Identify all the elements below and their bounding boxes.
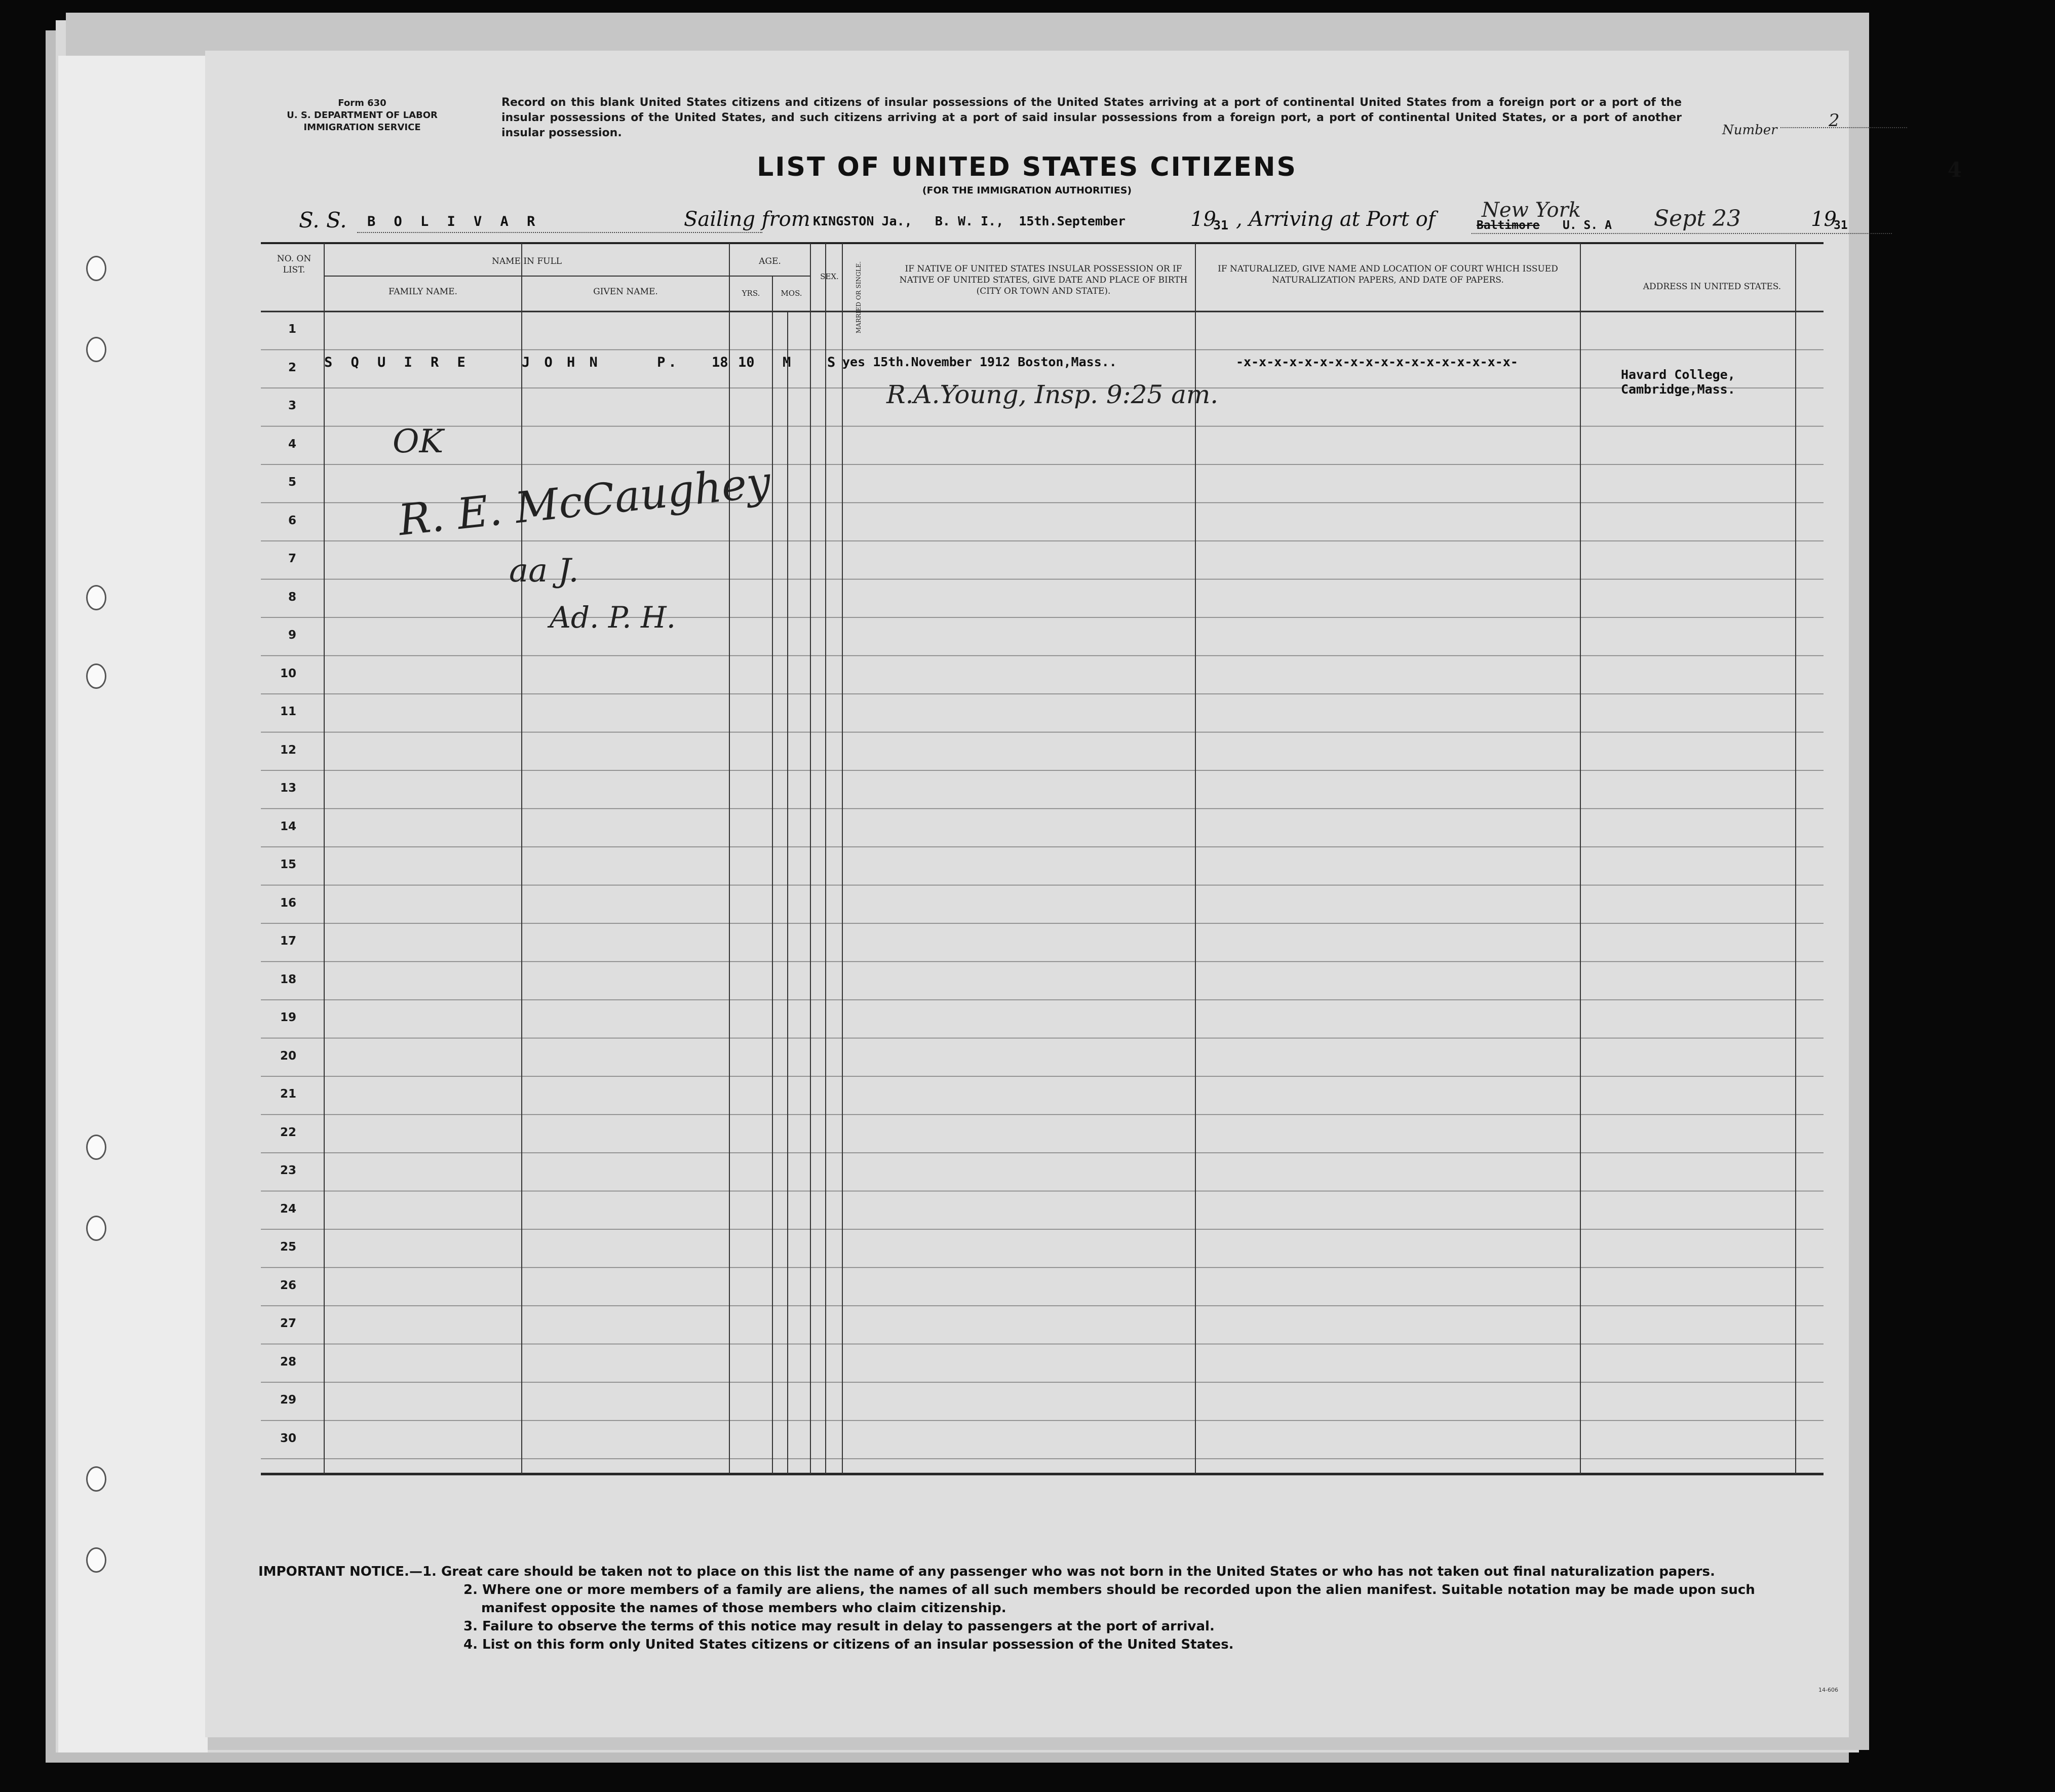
punch-hole [86,1216,106,1241]
notice-item-2b: manifest opposite the names of those members who claim citizenship. [481,1601,1006,1616]
handwritten-signature: R. E. McCaughey [396,456,773,546]
service: IMMIGRATION SERVICE [303,122,421,133]
col-name-in-full: NAME IN FULL [491,256,562,266]
punch-hole [86,585,106,610]
inspector-annotation: R.A.Young, Insp. 9:25 am. [886,380,1219,409]
number-label: Number [1722,123,1777,138]
col-family-name: FAMILY NAME. [389,287,457,297]
col-naturalized: IF NATURALIZED, GIVE NAME AND LOCATION OF COURT WHICH ISSUED NATURALIZATION PAPERS, AND DATE OF PAPERS. [1218,264,1558,285]
row-number: 24 [280,1202,296,1216]
row-number: 2 [288,361,296,374]
number-value: 2 [1829,110,1840,131]
page-subtitle: (FOR THE IMMIGRATION AUTHORITIES) [922,185,1132,196]
notice-heading: IMPORTANT NOTICE. [258,1564,409,1579]
row-number: 15 [280,858,296,871]
row-number: 30 [280,1431,296,1445]
row-number: 8 [288,590,296,604]
row-number: 13 [280,782,296,795]
notice-item-1: —1. Great care should be taken not to place on this list the name of any passenger who was not born in the United States or who has not taken out final naturalization papers. [409,1564,1715,1579]
passenger-address: Havard College, Cambridge,Mass. [1621,367,1735,397]
port-suffix: U. S. A [1563,219,1612,232]
arrival-date-handwritten: Sept 23 [1654,206,1741,231]
instructions-text: Record on this blank United States citizens and citizens of insular possessions of the United States arriving at a port of continental United States from a foreign port or a port of the insular possessions of the United States, and such citizens arriving at a port of said insular possessions from a foreign port, a port of continental United States, or a port of another insular possession. [501,96,1682,139]
row-number: 10 [280,667,296,680]
punch-hole [86,256,106,281]
print-code: 14-606 [1818,1687,1838,1693]
row-number: 26 [280,1278,296,1292]
punch-hole [86,664,106,689]
row-number: 29 [280,1393,296,1407]
passenger-family-name: S Q U I R E [324,355,471,370]
row-number: 22 [280,1125,296,1139]
passenger-age-mos: 10 [738,355,755,370]
col-address: ADDRESS IN UNITED STATES. [1643,282,1781,292]
ss-label: S. S. [299,208,347,232]
notice-line-1 [258,1563,1818,1581]
row-number: 7 [288,552,296,565]
row-number: 16 [280,896,296,910]
binding-strip [58,56,208,1752]
col-mos: MOS. [781,289,802,298]
sheet-number: 4 [1948,158,1962,182]
row-number: 18 [280,972,296,986]
row-number: 4 [288,437,296,451]
row-number: 5 [288,476,296,489]
col-married-single: MARRIED OR SINGLE. [855,261,862,334]
col-age: AGE. [759,256,781,266]
passenger-sex: M [783,355,791,370]
row-number: 17 [280,934,296,948]
arrival-year-prefix: 19 [1811,208,1837,231]
row-number: 3 [288,399,296,412]
form-number: Form 630 [338,98,386,108]
manifest-page [205,51,1962,1737]
port-struck: Baltimore [1477,219,1540,232]
passenger-marital: S [827,355,836,370]
passenger-naturalized: -x-x-x-x-x-x-x-x-x-x-x-x-x-x-x-x-x-x- [1236,355,1518,369]
row-number: 12 [280,743,296,757]
ship-name: B O L I V A R [367,214,540,229]
row-number: 1 [288,323,296,336]
port-handwritten: New York [1482,199,1581,222]
row-number: 23 [280,1164,296,1177]
col-given-name: GIVEN NAME. [593,287,658,297]
arriving-label: , Arriving at Port of [1236,208,1436,231]
sailing-year-prefix: 19 [1190,208,1216,231]
arrival-year: 31 [1834,219,1848,232]
sailing-year: 31 [1213,218,1229,232]
notice-item-4: 4. List on this form only United States citizens or citizens of an insular possession of the United States. [463,1637,1234,1652]
row-number: 27 [280,1317,296,1330]
row-number: 11 [280,705,296,718]
punch-hole [86,1466,106,1492]
passenger-birth: yes 15th.November 1912 Boston,Mass.. [842,355,1117,369]
passenger-age-yrs: 18 [712,355,728,370]
notice-item-3: 3. Failure to observe the terms of this notice may result in delay to passengers at the port of arrival. [463,1619,1215,1634]
page-title: LIST OF UNITED STATES CITIZENS [757,152,1297,182]
handwritten-initials-3: Ad. P. H. [550,600,676,635]
passenger-given-name: J O H N P. [522,355,680,370]
important-notice [258,1563,1818,1654]
punch-hole [86,337,106,362]
punch-hole [86,1135,106,1160]
row-number: 21 [280,1087,296,1101]
col-sex: SEX. [820,272,839,281]
row-number: 14 [280,820,296,833]
col-yrs: YRS. [742,289,760,298]
sailing-from-label: Sailing from [684,208,810,231]
department: U. S. DEPARTMENT OF LABOR [287,110,438,121]
handwritten-initials-2: aa J. [509,552,579,590]
col-no-on-list: NO. ON LIST. [277,254,312,275]
handwritten-initials: OK [393,423,444,460]
manifest-grid [205,51,1849,1737]
row-number: 20 [280,1049,296,1063]
row-number: 25 [280,1240,296,1254]
row-number: 19 [280,1011,296,1024]
row-number: 6 [288,514,296,527]
row-number: 28 [280,1355,296,1369]
sailing-from-value: KINGSTON Ja., B. W. I., 15th.September [813,214,1126,228]
row-number: 9 [288,629,296,642]
col-native: IF NATIVE OF UNITED STATES INSULAR POSSESSION OR IF NATIVE OF UNITED STATES, GIVE DATE AND PLACE OF BIRTH (CITY OR TOWN AND STATE). [899,264,1188,296]
punch-hole [86,1547,106,1573]
notice-item-2: 2. Where one or more members of a family are aliens, the names of all such members should be recorded upon the alien manifest. Suitable notation may be made upon such [463,1582,1755,1598]
